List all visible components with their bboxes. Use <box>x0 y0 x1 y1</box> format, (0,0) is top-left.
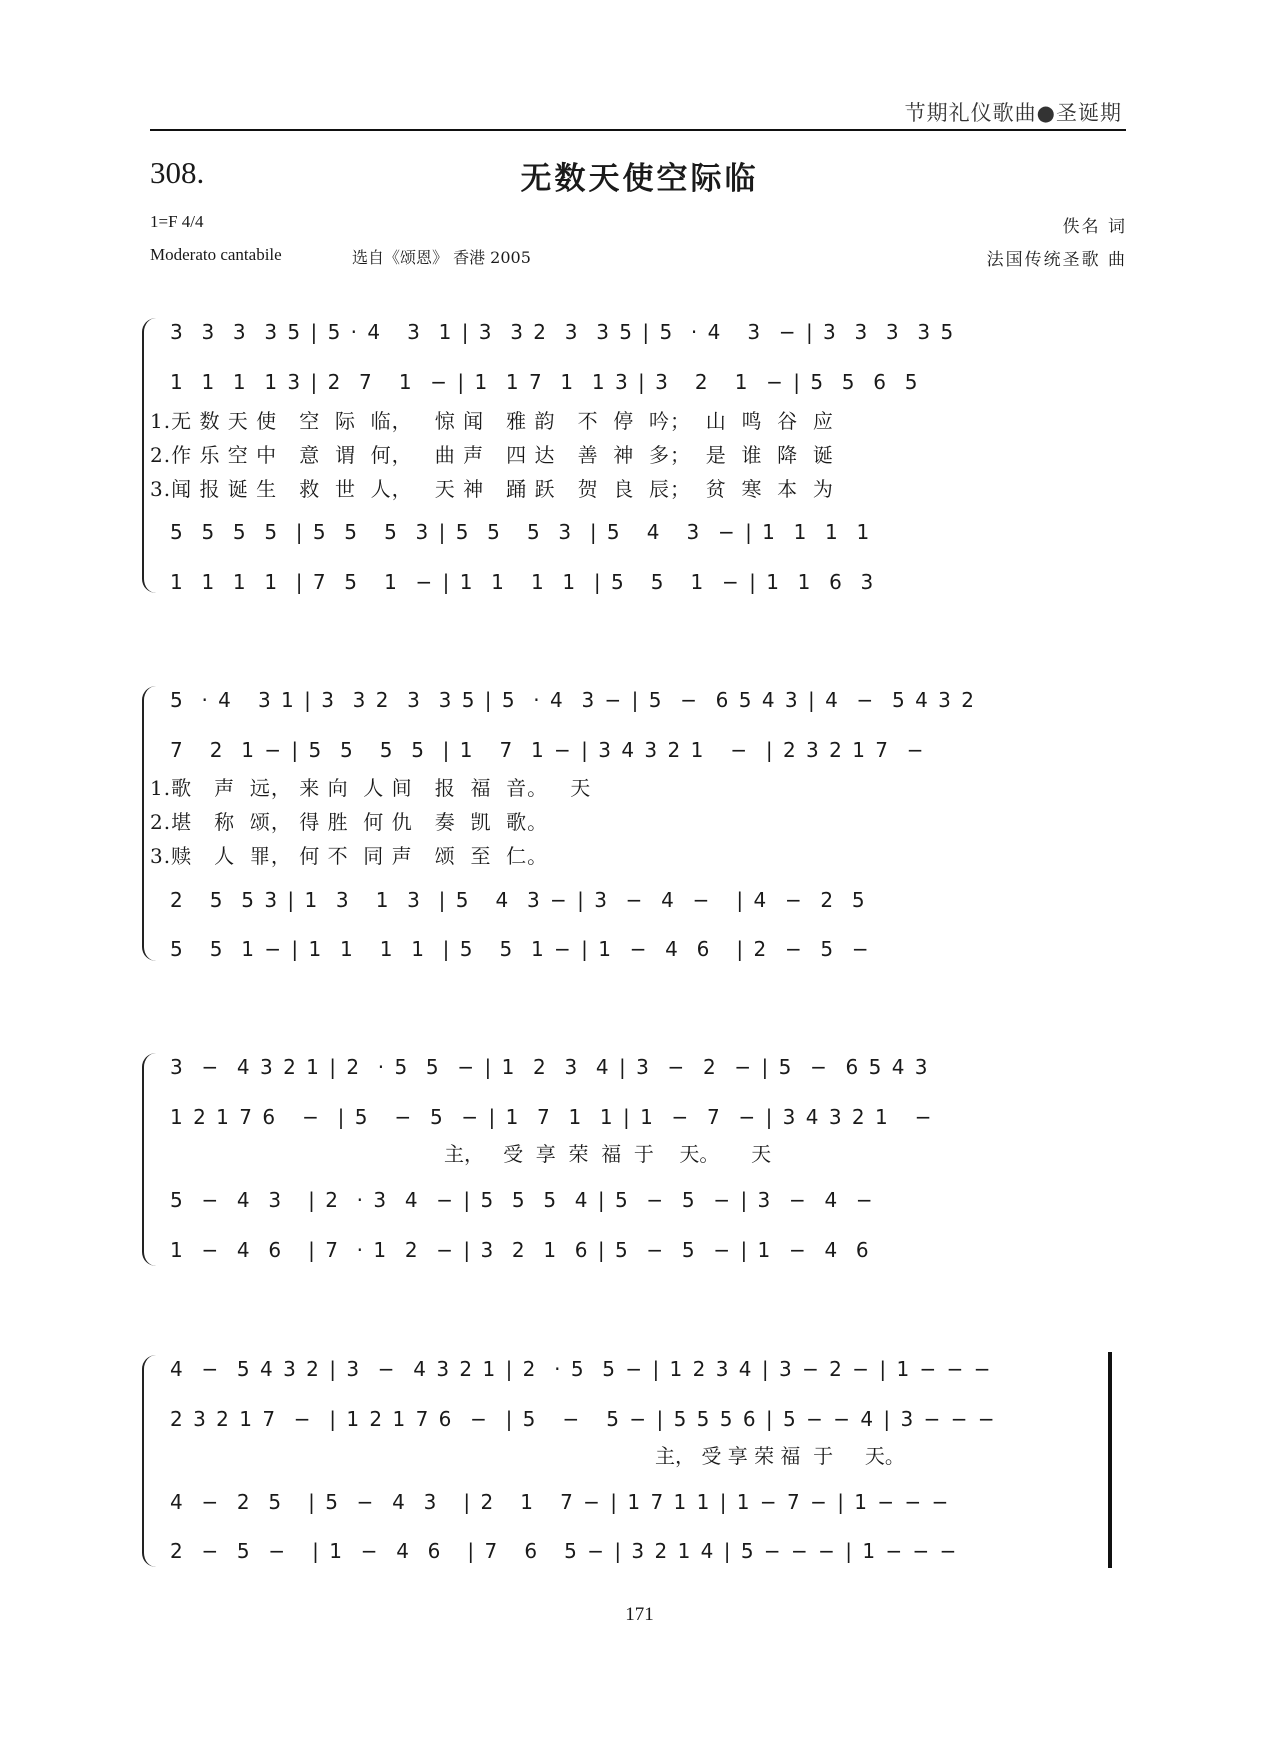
lyricist-credit: 佚名 词 <box>1062 217 1127 237</box>
lyric-verse-3: 3.闻 报 诞 生 救 世 人， 天 神 踊 跃 贺 良 辰； 贫 寒 本 为 <box>150 477 834 501</box>
soprano-line: 3 3 3 3 5 | 5 · 4 3 1 | 3 3 2 3 3 5 | 5 · 4 3 − | 3 3 3 3 5 <box>170 320 956 344</box>
bass-line: 1 1 1 1 | 7 5 1 − | 1 1 1 1 | 5 5 1 − | 1 1 6 3 <box>170 570 876 594</box>
bass-line: 5 5 1 − | 1 1 1 1 | 5 5 1 − | 1 − 4 6 | 2 − 5 − <box>170 937 871 961</box>
alto-line: 1 1 1 1 3 | 2 7 1 − | 1 1 7 1 1 3 | 3 2 1 − | 5 5 6 5 <box>170 370 920 394</box>
lyric-line: 主， 受 享 荣 福 于 天。 天 <box>444 1142 772 1166</box>
lyric-verse-2: 2.作 乐 空 中 意 谓 何， 曲 声 四 达 善 神 多； 是 谁 降 诞 <box>150 443 834 467</box>
lyric-line: 主， 受 享 荣 福 于 天。 <box>655 1444 905 1468</box>
soprano-line: 3 − 4 3 2 1 | 2 · 5 5 − | 1 2 3 4 | 3 − 2 − | 5 − 6 5 4 3 <box>170 1055 930 1079</box>
alto-line: 7 2 1 − | 5 5 5 5 | 1 7 1 − | 3 4 3 2 1 − | 2 3 2 1 7 − <box>170 738 926 762</box>
song-number: 308. <box>150 155 205 190</box>
alto-line: 1 2 1 7 6 − | 5 − 5 − | 1 7 1 1 | 1 − 7 − | 3 4 3 2 1 − <box>170 1105 934 1129</box>
source-note: 选自《颂恩》 香港 2005 <box>352 248 531 267</box>
song-title: 无数天使空际临 <box>520 161 759 197</box>
lyric-verse-3: 3.赎 人 罪， 何 不 同 声 颂 至 仁。 <box>150 844 549 868</box>
tempo-marking: Moderato cantabile <box>150 245 282 264</box>
bass-line: 1 − 4 6 | 7 · 1 2 − | 3 2 1 6 | 5 − 5 − | 1 − 4 6 <box>170 1238 871 1262</box>
header-rule <box>150 129 1126 131</box>
soprano-line: 4 − 5 4 3 2 | 3 − 4 3 2 1 | 2 · 5 5 − | 1 2 3 4 | 3 − 2 − | 1 − − − <box>170 1357 993 1381</box>
lyric-verse-1: 1.歌 声 远， 来 向 人 间 报 福 音。 天 <box>150 776 592 800</box>
tenor-line: 5 5 5 5 | 5 5 5 3 | 5 5 5 3 | 5 4 3 − | 1 1 1 1 <box>170 520 872 544</box>
lyric-verse-1: 1.无 数 天 使 空 际 临， 惊 闻 雅 韵 不 停 吟； 山 鸣 谷 应 <box>150 409 834 433</box>
tenor-line: 4 − 2 5 | 5 − 4 3 | 2 1 7 − | 1 7 1 1 | 1 − 7 − | 1 − − − <box>170 1490 951 1514</box>
tenor-line: 2 5 5 3 | 1 3 1 3 | 5 4 3 − | 3 − 4 − | 4 − 2 5 <box>170 888 867 912</box>
tenor-line: 5 − 4 3 | 2 · 3 4 − | 5 5 5 4 | 5 − 5 − | 3 − 4 − <box>170 1188 875 1212</box>
key-time-signature: 1=F 4/4 <box>150 212 204 231</box>
page-number: 171 <box>625 1604 654 1625</box>
final-barline <box>1108 1352 1112 1568</box>
soprano-line: 5 · 4 3 1 | 3 3 2 3 3 5 | 5 · 4 3 − | 5 − 6 5 4 3 | 4 − 5 4 3 2 <box>170 688 976 712</box>
system-brace <box>142 1053 158 1266</box>
system-brace <box>142 1355 158 1567</box>
header-category: 节期礼仪歌曲●圣诞期 <box>904 101 1122 125</box>
alto-line: 2 3 2 1 7 − | 1 2 1 7 6 − | 5 − 5 − | 5 5 5 6 | 5 − − 4 | 3 − − − <box>170 1407 997 1431</box>
lyric-verse-2: 2.堪 称 颂， 得 胜 何 仇 奏 凯 歌。 <box>150 810 549 834</box>
bass-line: 2 − 5 − | 1 − 4 6 | 7 6 5 − | 3 2 1 4 | 5 − − − | 1 − − − <box>170 1539 959 1563</box>
composer-credit: 法国传统圣歌 曲 <box>986 250 1127 270</box>
